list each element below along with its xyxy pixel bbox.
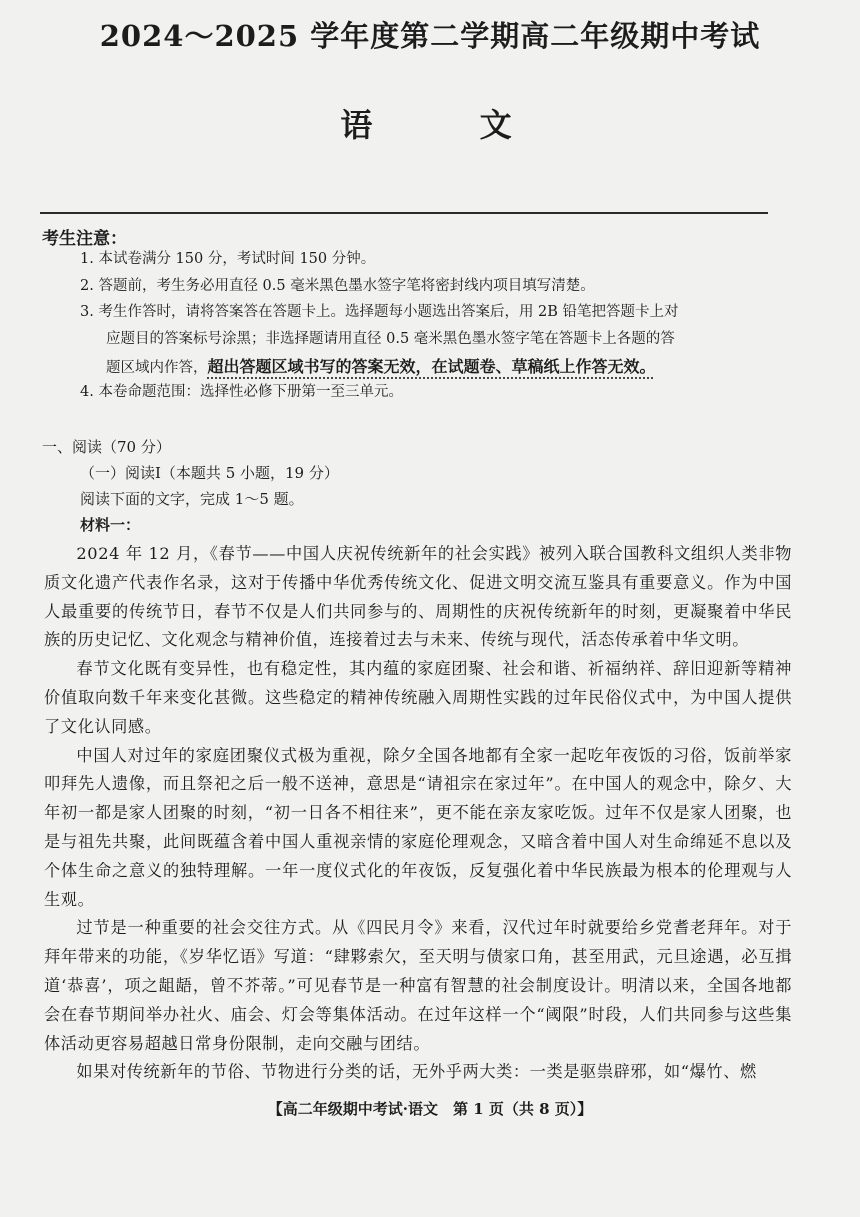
notice-item-3-line-2: 应题目的答案标号涂黑；非选择题请用直径 0.5 毫米黑色墨水签字笔在答题卡上各题的答 <box>106 331 675 347</box>
notice-item-3-line-1: 3. 考生作答时，请将答案答在答题卡上。选择题每小题选出答案后，用 2B 铅笔把答题卡上对 <box>80 304 679 320</box>
section-heading: 一、阅读（70 分） <box>42 438 171 456</box>
notice-item-3 <box>80 299 780 382</box>
notice-item-1: 1. 本试卷满分 150 分，考试时间 150 分钟。 <box>80 251 376 267</box>
paragraph: 春节文化既有变异性，也有稳定性，其内蕴的家庭团聚、社会和谐、祈福纳祥、辞旧迎新等精神价值取向数千年来变化甚微。这些稳定的精神传统融入周期性实践的过年民俗仪式中，为中国人提供了文化认同感。 <box>44 659 792 736</box>
material-label: 材料一： <box>80 516 141 534</box>
divider-line <box>40 212 768 214</box>
paragraph: 如果对传统新年的节俗、节物进行分类的话，无外乎两大类：一类是驱祟辟邪，如“爆竹、燃 <box>76 1062 757 1082</box>
notice-item-4: 4. 本卷命题范围：选择性必修下册第一至三单元。 <box>80 384 403 400</box>
paragraph: 中国人对过年的家庭团聚仪式极为重视，除夕全国各地都有全家一起吃年夜饭的习俗，饭前举家叩拜先人遗像，而且祭祀之后一般不送神，意思是“请祖宗在家过年”。在中国人的观念中，除夕、大年初一都是家人团聚的时刻，“初一日各不相往来”，更不能在亲友家吃饭。过年不仅是家人团聚，也是与祖先共聚，此间既蕴含着中国人重视亲情的家庭伦理观念，又暗含着中国人对生命绵延不息以及个体生命之意义的独特理解。一年一度仪式化的年夜饭，反复强化着中华民族最为根本的伦理观与人生观。 <box>44 745 792 909</box>
sub-section-heading: （一）阅读Ⅰ（本题共 5 小题，19 分） <box>80 464 339 482</box>
notice-item-3-line-3 <box>80 353 780 382</box>
subject-title: 语 文 <box>340 106 560 144</box>
passage <box>44 540 792 1087</box>
notice-item-3-plain: 题区域内作答， <box>106 360 208 376</box>
notice-heading: 考生注意： <box>42 229 127 249</box>
paragraph: 2024 年 12 月，《春节——中国人庆祝传统新年的社会实践》被列入联合国教科文组织人类非物质文化遗产代表作名录，这对于传播中华优秀传统文化、促进文明交流互鉴具有重要意义。作为中国人最重要的传统节日，春节不仅是人们共同参与的、周期性的庆祝传统新年的时刻，更凝聚着中华民族的历史记忆、文化观念与精神价值，连接着过去与未来、传统与现代，活态传承着中华文明。 <box>44 544 792 650</box>
notice-emphasis: 超出答题区域书写的答案无效，在试题卷、草稿纸上作答无效。 <box>207 357 656 376</box>
exam-title: 2024～2025 学年度第二学期高二年级期中考试 <box>99 19 761 53</box>
reading-instruction: 阅读下面的文字，完成 1～5 题。 <box>80 490 304 508</box>
notice-item-2: 2. 答题前，考生务必用直径 0.5 毫米黑色墨水签字笔将密封线内项目填写清楚。 <box>80 278 595 294</box>
paragraph: 过节是一种重要的社会交往方式。从《四民月令》来看，汉代过年时就要给乡党耆老拜年。对于拜年带来的功能，《岁华忆语》写道：“肆夥索欠，至天明与债家口角，甚至用武，元旦途遇，必互揖道‘恭喜’，项之龃龉，曾不芥蒂。”可见春节是一种富有智慧的社会制度设计。明清以来，全国各地都会在春节期间举办社火、庙会、灯会等集体活动。在过年这样一个“阈限”时段，人们共同参与这些集体活动更容易超越日常身份限制，走向交融与团结。 <box>44 918 792 1053</box>
page-footer: 【高二年级期中考试·语文 第 1 页（共 8 页）】 <box>267 1100 593 1118</box>
